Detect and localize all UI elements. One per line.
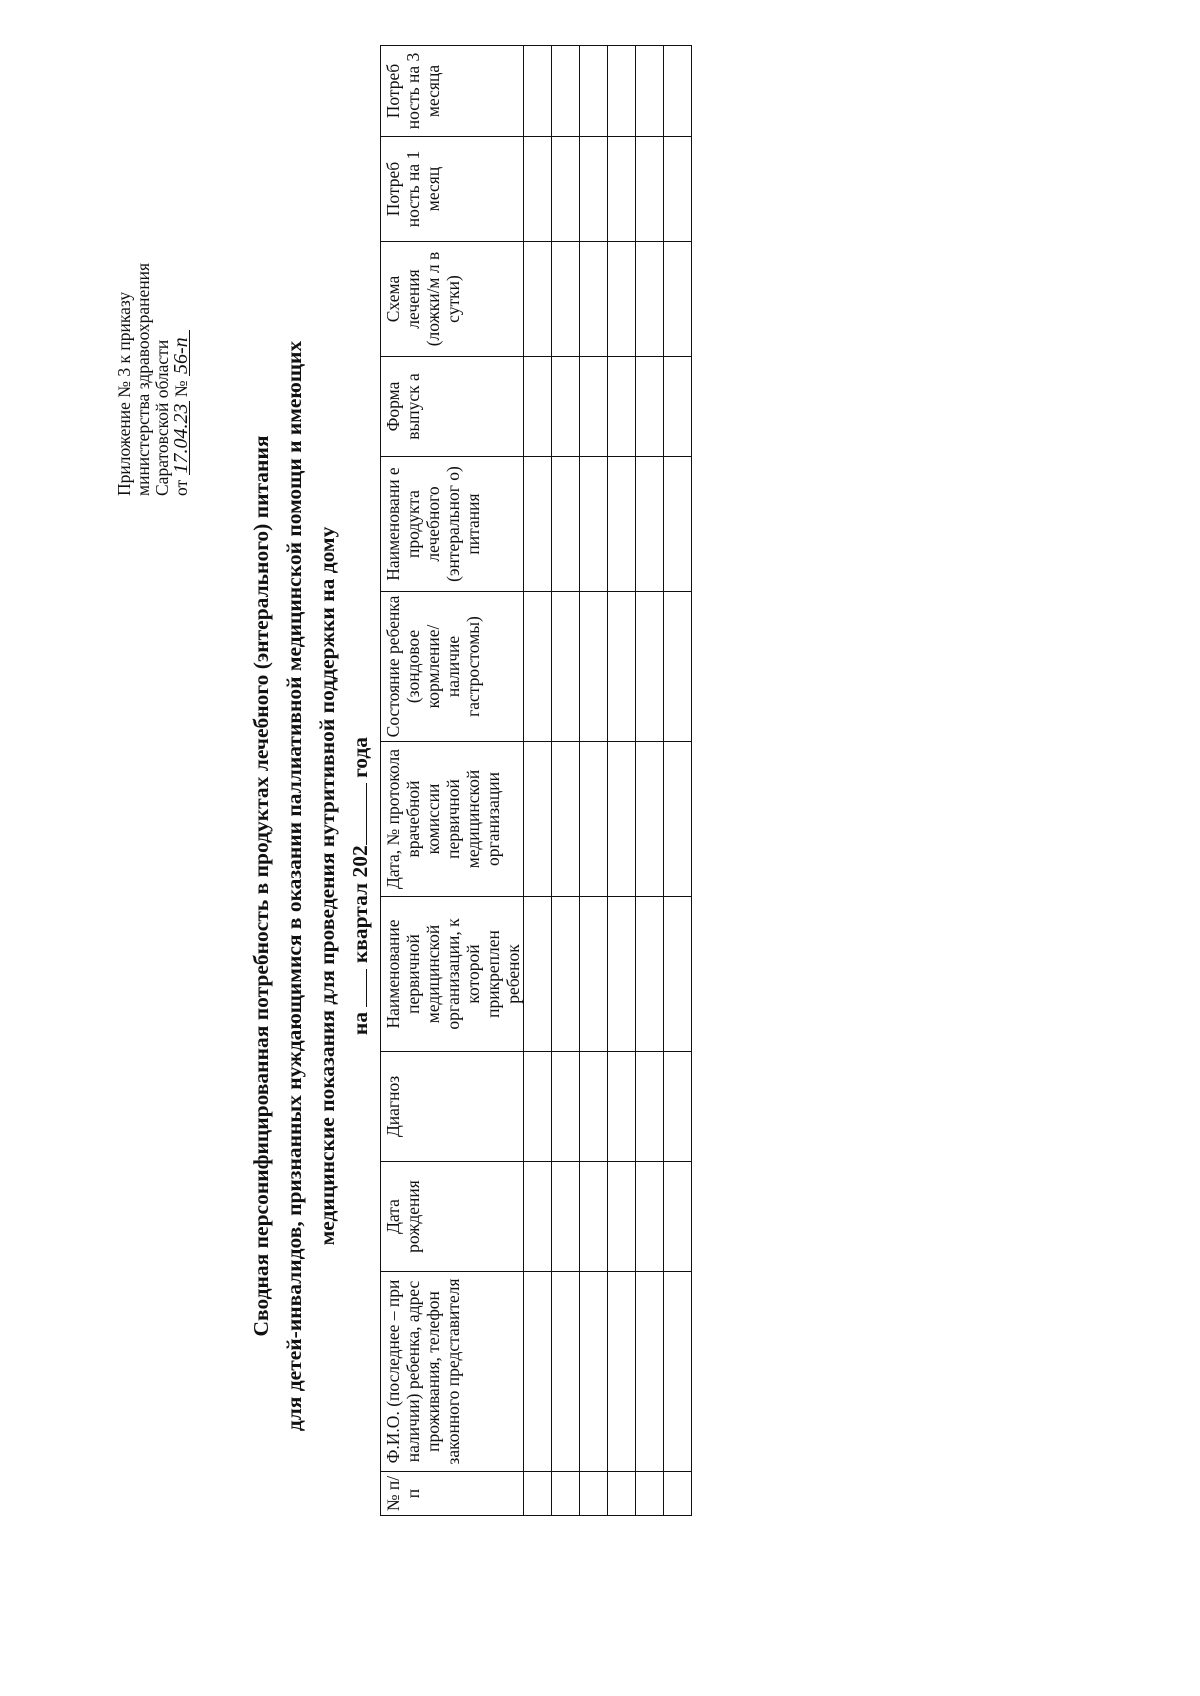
table-cell bbox=[608, 242, 636, 357]
table-cell bbox=[636, 1052, 664, 1162]
title-line-2: для детей-инвалидов, признанных нуждающимися в оказании паллиативной медицинской помощи и имеющих bbox=[282, 340, 306, 1432]
table-cell bbox=[636, 46, 664, 137]
appendix-line-1: Приложение № 3 к приказу bbox=[114, 291, 134, 496]
handwritten-number: 56-п bbox=[173, 330, 190, 376]
document-title bbox=[245, 206, 377, 1566]
table-cell bbox=[524, 1272, 552, 1472]
table-cell bbox=[608, 457, 636, 592]
table-header-row bbox=[381, 46, 524, 1516]
table-cell bbox=[664, 1272, 692, 1472]
handwritten-date: 17.04.23 bbox=[170, 403, 192, 474]
table-cell bbox=[664, 137, 692, 242]
table-cell bbox=[524, 742, 552, 897]
table-cell bbox=[552, 1272, 580, 1472]
table-cell bbox=[608, 357, 636, 457]
title-line-3: медицинские показания для проведения нутритивной поддержки на дому bbox=[315, 526, 339, 1246]
table-cell bbox=[524, 46, 552, 137]
table-cell bbox=[608, 1272, 636, 1472]
table-cell bbox=[580, 1272, 608, 1472]
title-na: на bbox=[348, 1011, 372, 1036]
table-cell bbox=[608, 1472, 636, 1516]
column-header-1: № п/п bbox=[381, 1472, 524, 1516]
column-header-9: Форма выпуск а bbox=[381, 357, 524, 457]
title-year: года bbox=[348, 736, 372, 778]
table-cell bbox=[552, 242, 580, 357]
table-cell bbox=[580, 46, 608, 137]
table-cell bbox=[524, 897, 552, 1052]
table-cell bbox=[664, 1052, 692, 1162]
table-cell bbox=[608, 1162, 636, 1272]
table-cell bbox=[636, 137, 664, 242]
column-header-8: Наименовани е продукта лечебного (энтеральног о) питания bbox=[381, 457, 524, 592]
table-row bbox=[580, 46, 608, 1516]
table-cell bbox=[664, 457, 692, 592]
table-row bbox=[608, 46, 636, 1516]
table-cell bbox=[552, 357, 580, 457]
column-header-4: Диагноз bbox=[381, 1052, 524, 1162]
column-header-2: Ф.И.О. (последнее – при наличии) ребенка, адрес проживания, телефон законного представителя bbox=[381, 1272, 524, 1472]
table-cell bbox=[636, 357, 664, 457]
table-cell bbox=[580, 137, 608, 242]
table-cell bbox=[608, 1052, 636, 1162]
appendix-note bbox=[115, 96, 191, 496]
table-cell bbox=[608, 137, 636, 242]
table-cell bbox=[580, 592, 608, 742]
table-cell bbox=[580, 242, 608, 357]
appendix-line-3: Саратовской области bbox=[152, 339, 172, 496]
table-cell bbox=[608, 46, 636, 137]
table-cell bbox=[664, 1162, 692, 1272]
column-header-5: Наименование первичной медицинской организации, к которой прикреплен ребенок bbox=[381, 897, 524, 1052]
table-cell bbox=[524, 357, 552, 457]
column-header-10: Схема лечения (ложки/м л в сутки) bbox=[381, 242, 524, 357]
table-cell bbox=[664, 242, 692, 357]
quarter-blank bbox=[348, 969, 367, 1007]
table-cell bbox=[636, 897, 664, 1052]
table-cell bbox=[664, 357, 692, 457]
table-cell bbox=[580, 1052, 608, 1162]
table-cell bbox=[552, 1472, 580, 1516]
table-cell bbox=[552, 1162, 580, 1272]
table-row bbox=[552, 46, 580, 1516]
table-cell bbox=[524, 1052, 552, 1162]
table-cell bbox=[636, 1472, 664, 1516]
table-cell bbox=[524, 1472, 552, 1516]
table-row bbox=[636, 46, 664, 1516]
column-header-7: Состояние ребенка (зондовое кормление/ наличие гастростомы) bbox=[381, 592, 524, 742]
table-cell bbox=[524, 137, 552, 242]
table-cell bbox=[552, 457, 580, 592]
column-header-6: Дата, № протокола врачебной комиссии первичной медицинской организации bbox=[381, 742, 524, 897]
table-cell bbox=[580, 742, 608, 897]
table-cell bbox=[552, 137, 580, 242]
table-cell bbox=[552, 897, 580, 1052]
table-cell bbox=[524, 1162, 552, 1272]
table-cell bbox=[664, 46, 692, 137]
table-cell bbox=[664, 742, 692, 897]
table-cell bbox=[636, 457, 664, 592]
appendix-line-4 bbox=[172, 96, 191, 496]
table-cell bbox=[664, 897, 692, 1052]
table-cell bbox=[636, 592, 664, 742]
column-header-11: Потреб ность на 1 месяц bbox=[381, 137, 524, 242]
year-blank bbox=[348, 783, 367, 845]
table-row bbox=[524, 46, 552, 1516]
number-label: № bbox=[171, 380, 191, 398]
table-cell bbox=[580, 1472, 608, 1516]
table-cell bbox=[552, 1052, 580, 1162]
table-cell bbox=[524, 457, 552, 592]
table-cell bbox=[608, 897, 636, 1052]
table-cell bbox=[552, 742, 580, 897]
table-cell bbox=[580, 457, 608, 592]
title-line-1: Сводная персонифицированная потребность в продуктах лечебного (энтерального) питания bbox=[249, 435, 273, 1337]
table-cell bbox=[608, 592, 636, 742]
table-cell bbox=[636, 1162, 664, 1272]
table-cell bbox=[524, 592, 552, 742]
from-prefix: от bbox=[171, 479, 191, 496]
table-cell bbox=[552, 592, 580, 742]
table-cell bbox=[552, 46, 580, 137]
column-header-3: Дата рождения bbox=[381, 1162, 524, 1272]
table-row bbox=[664, 46, 692, 1516]
table-cell bbox=[636, 242, 664, 357]
appendix-line-2: министерства здравоохранения bbox=[133, 262, 153, 496]
table-cell bbox=[608, 742, 636, 897]
table-cell bbox=[524, 242, 552, 357]
needs-table bbox=[380, 45, 692, 1516]
table-cell bbox=[636, 1272, 664, 1472]
table-cell bbox=[636, 742, 664, 897]
title-line-4 bbox=[344, 206, 377, 1566]
table-cell bbox=[580, 357, 608, 457]
table-cell bbox=[580, 897, 608, 1052]
title-quarter: квартал 202 bbox=[348, 845, 372, 964]
column-header-12: Потреб ность на 3 месяца bbox=[381, 46, 524, 137]
table-cell bbox=[580, 1162, 608, 1272]
table-cell bbox=[664, 1472, 692, 1516]
table-cell bbox=[664, 592, 692, 742]
